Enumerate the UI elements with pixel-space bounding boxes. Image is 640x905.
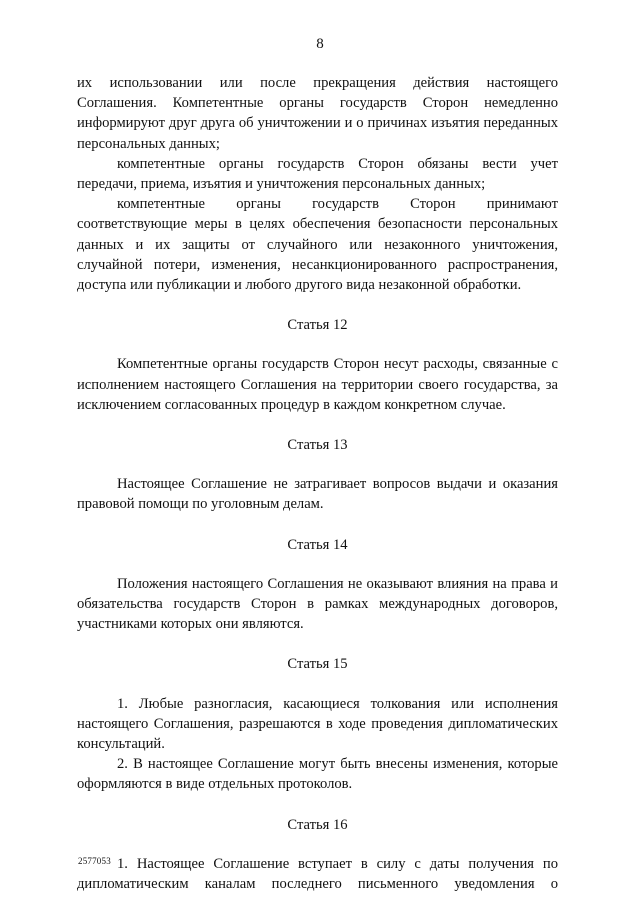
paragraph: компетентные органы государств Сторон принимают соответствующие меры в целях обеспечения безопасности персональных данных и их защиты от случайного или незаконного уничтожения, случайной потери, изменения, несанкционированного распространения, доступа или публикации и любого другого вида незаконной обработки.	[77, 196, 558, 294]
article-heading: Статья 14	[287, 536, 348, 553]
page-number: 8	[316, 36, 324, 52]
article-heading: Статья 13	[287, 437, 348, 454]
paragraph: 1. Настоящее Соглашение вступает в силу с даты получения по дипломатическим каналам последнего письменного уведомления о	[77, 855, 558, 893]
article-heading: Статья 16	[287, 816, 348, 833]
paragraph: их использовании или после прекращения действия настоящего Соглашения. Компетентные органы государств Сторон немедленно информируют друг друга об уничтожении и о причинах изъятия переданных персональных данных;	[77, 75, 558, 152]
paragraph: компетентные органы государств Сторон обязаны вести учет передачи, приема, изъятия и уничтожения персональных данных;	[77, 155, 558, 193]
paragraph: 1. Любые разногласия, касающиеся толкования или исполнения настоящего Соглашения, разрешаются в ходе проведения дипломатических консультаций.	[77, 695, 558, 753]
document-body	[77, 73, 558, 894]
paragraph: 2. В настоящее Соглашение могут быть внесены изменения, которые оформляются в виде отдельных протоколов.	[77, 756, 558, 793]
article-heading: Статья 12	[287, 317, 348, 334]
paragraph: Компетентные органы государств Сторон несут расходы, связанные с исполнением настоящего Соглашения на территории своего государства, за исключением согласованных процедур в каждом конкретном случае.	[77, 356, 558, 413]
article-heading: Статья 15	[287, 656, 348, 673]
document-code: 2577053	[78, 856, 111, 866]
paragraph: Положения настоящего Соглашения не оказывают влияния на права и обязательства государств Сторон в рамках международных договоров, участниками которых они являются.	[77, 575, 558, 633]
paragraph: Настоящее Соглашение не затрагивает вопросов выдачи и оказания правовой помощи по уголовным делам.	[77, 476, 558, 513]
